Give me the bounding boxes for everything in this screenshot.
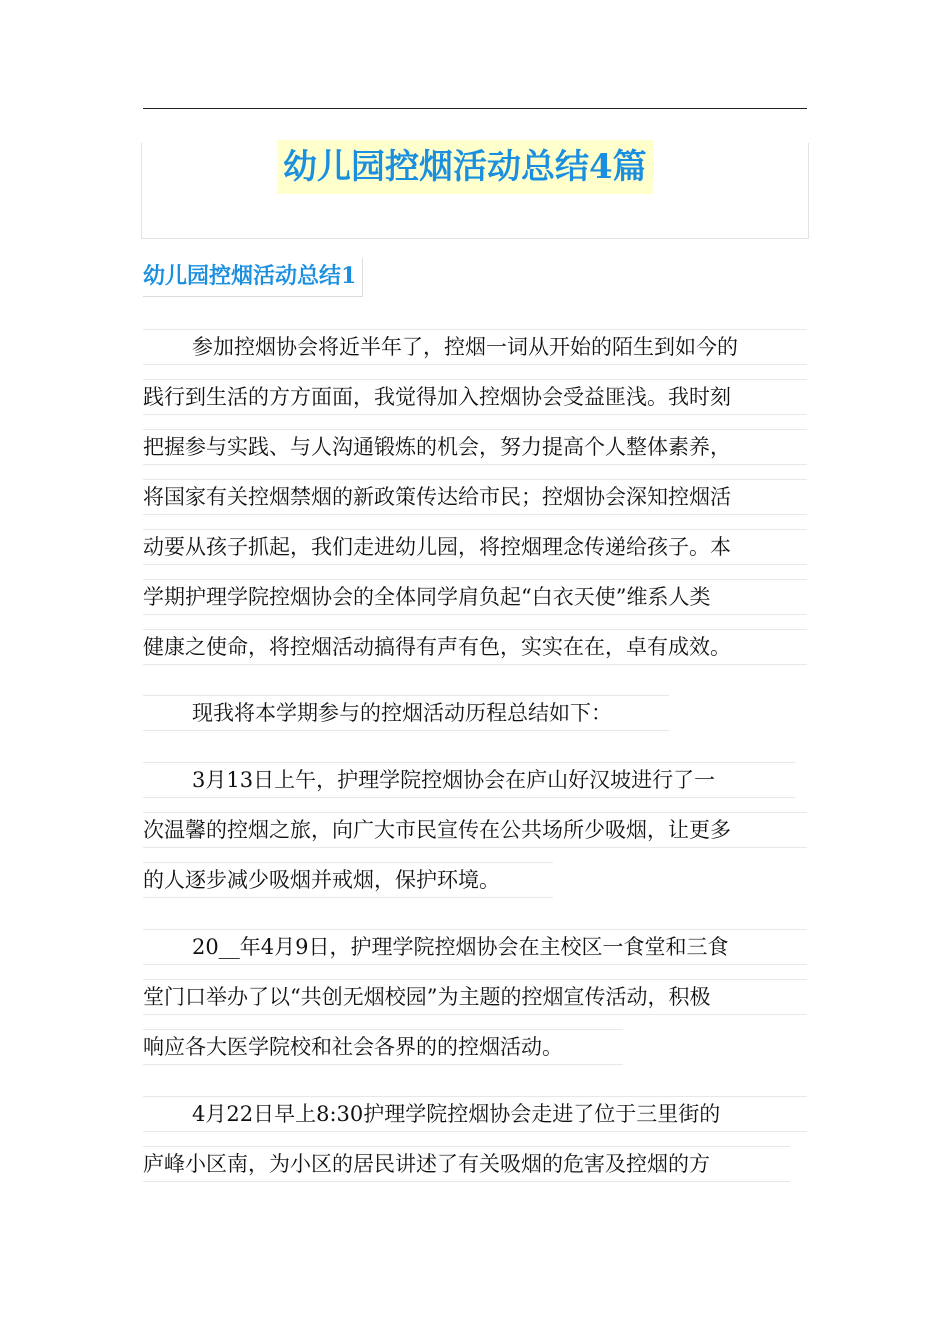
document-title: 幼儿园控烟活动总结4篇 [277,140,653,194]
text-line: 庐峰小区南，为小区的居民讲述了有关吸烟的危害及控烟的方 [143,1146,790,1182]
text-line: 把握参与实践、与人沟通锻炼的机会，努力提高个人整体素养， [143,429,807,465]
text-line: 践行到生活的方方面面，我觉得加入控烟协会受益匪浅。我时刻 [143,379,807,415]
text-line: 将国家有关控烟禁烟的新政策传达给市民；控烟协会深知控烟活 [143,479,807,515]
text-line: 4月22日早上8:30护理学院控烟协会走进了位于三里街的 [143,1096,807,1132]
text-line: 现我将本学期参与的控烟活动历程总结如下： [143,695,669,731]
text-line: 次温馨的控烟之旅，向广大市民宣传在公共场所少吸烟，让更多 [143,812,807,848]
text-line: 参加控烟协会将近半年了，控烟一词从开始的陌生到如今的 [143,329,807,365]
text-line: 堂门口举办了以“共创无烟校园”为主题的控烟宣传活动，积极 [143,979,807,1015]
text-line: 学期护理学院控烟协会的全体同学肩负起“白衣天使”维系人类 [143,579,807,615]
text-line: 动要从孩子抓起，我们走进幼儿园，将控烟理念传递给孩子。本 [143,529,807,565]
text-line: 健康之使命，将控烟活动搞得有声有色，实实在在，卓有成效。 [143,629,807,665]
text-line: 20__年4月9日，护理学院控烟协会在主校区一食堂和三食 [143,929,807,965]
section-heading: 幼儿园控烟活动总结1 [143,258,363,297]
text-line: 3月13日上午，护理学院控烟协会在庐山好汉坡进行了一 [143,762,795,798]
text-line: 的人逐步减少吸烟并戒烟，保护环境。 [143,862,553,898]
header-rule [143,108,807,109]
text-line: 响应各大医学院校和社会各界的的控烟活动。 [143,1029,623,1065]
